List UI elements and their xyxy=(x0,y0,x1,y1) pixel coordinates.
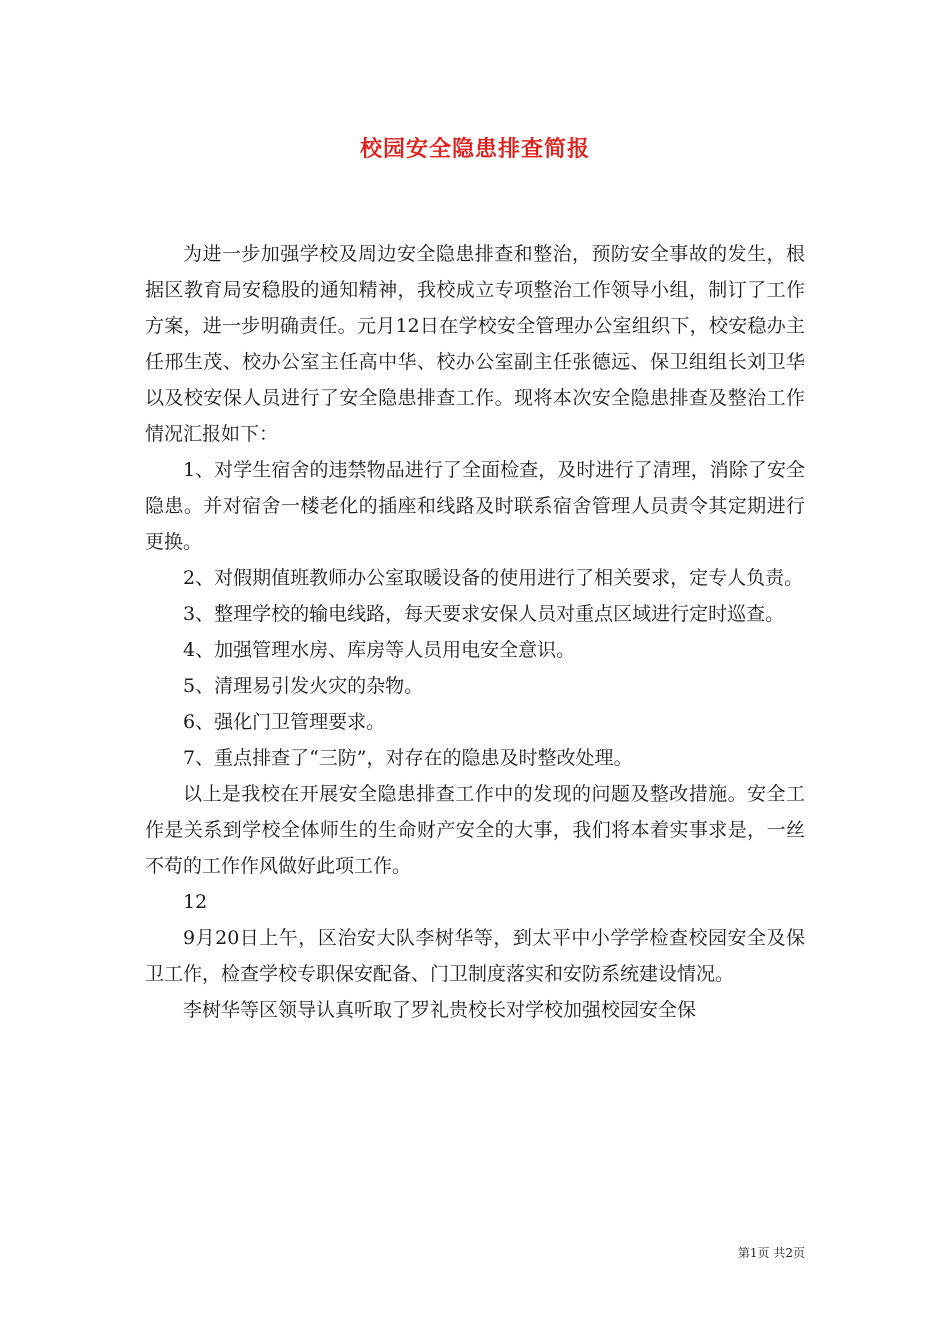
item-paragraph-1: 1、对学生宿舍的违禁物品进行了全面检查，及时进行了清理，消除了安全隐患。并对宿舍一楼老化的插座和线路及时联系宿舍管理人员责令其定期进行更换。 xyxy=(145,459,805,553)
document-body xyxy=(145,236,805,1028)
leader-paragraph: 李树华等区领导认真听取了罗礼贵校长对学校加强校园安全保 xyxy=(183,999,697,1021)
intro-paragraph: 为进一步加强学校及周边安全隐患排查和整治，预防安全事故的发生，根据区教育局安稳股的通知精神，我校成立专项整治工作领导小组，制订了工作方案，进一步明确责任。元月12日在学校安全管理办公室组织下，校安稳办主任邢生茂、校办公室主任高中华、校办公室副主任张德远、保卫组组长刘卫华以及校安保人员进行了安全隐患排查工作。现将本次安全隐患排查及整治工作情况汇报如下： xyxy=(145,243,805,445)
item-paragraph-6: 6、强化门卫管理要求。 xyxy=(183,711,386,733)
document-title: 校园安全隐患排查简报 xyxy=(359,136,590,162)
item-paragraph-4: 4、加强管理水房、库房等人员用电安全意识。 xyxy=(183,639,576,661)
number-line: 12 xyxy=(183,891,208,913)
item-paragraph-3: 3、整理学校的输电线路，每天要求安保人员对重点区域进行定时巡查。 xyxy=(183,603,785,625)
item-paragraph-5: 5、清理易引发火灾的杂物。 xyxy=(183,675,424,697)
conclusion-paragraph: 以上是我校在开展安全隐患排查工作中的发现的问题及整改措施。安全工作是关系到学校全体师生的生命财产安全的大事，我们将本着实事求是，一丝不苟的工作作风做好此项工作。 xyxy=(145,783,805,877)
item-paragraph-2: 2、对假期值班教师办公室取暖设备的使用进行了相关要求，定专人负责。 xyxy=(183,567,804,589)
inspection-paragraph: 9月20日上午，区治安大队李树华等，到太平中小学学检查校园安全及保卫工作，检查学校专职保安配备、门卫制度落实和安防系统建设情况。 xyxy=(145,927,805,985)
item-paragraph-7: 7、重点排查了“三防”，对存在的隐患及时整改处理。 xyxy=(183,747,633,769)
page-number: 第1页 共2页 xyxy=(737,1246,805,1260)
